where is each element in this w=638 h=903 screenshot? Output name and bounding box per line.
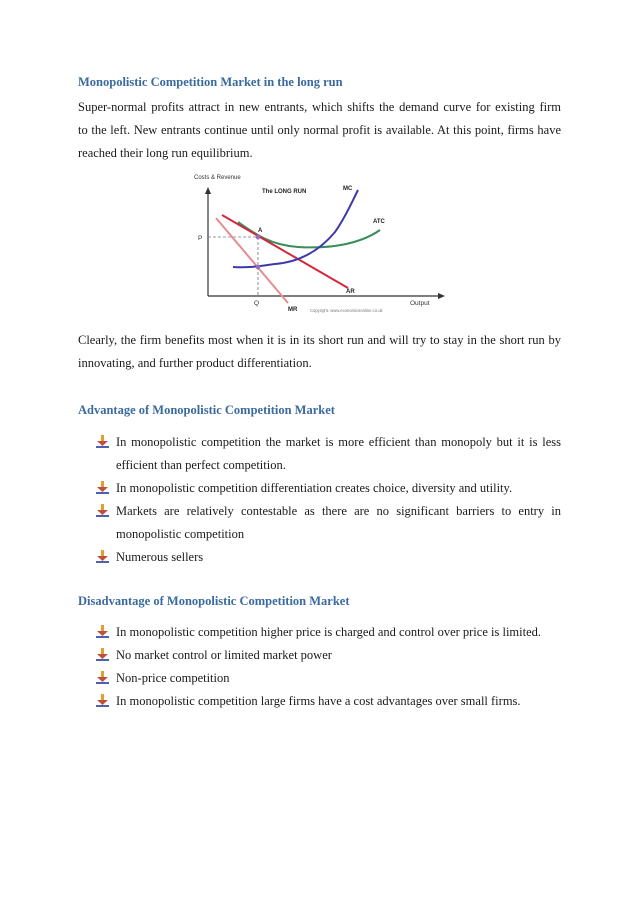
- bullet-arrow-icon: [96, 481, 109, 494]
- list-item: [96, 500, 561, 546]
- list-item: [96, 621, 561, 644]
- long-run-heading: Monopolistic Competition Market in the long run: [78, 75, 343, 89]
- y-axis-arrow: [205, 187, 211, 194]
- list-item: [96, 690, 561, 713]
- advantage-item-text: monopolistic competition: [116, 527, 245, 541]
- atc-label: ATC: [373, 219, 385, 225]
- advantage-item-text: In monopolistic competition differentiation creates choice, diversity and utility.: [116, 481, 513, 495]
- bullet-arrow-icon: [96, 671, 109, 684]
- paragraph-line: to the left. New entrants continue until only normal profit is available. At this point, firms have: [78, 123, 561, 137]
- advantage-heading: Advantage of Monopolistic Competition Market: [78, 403, 335, 417]
- long-run-chart: [180, 170, 450, 315]
- disadvantage-list: [96, 621, 561, 713]
- x-axis-arrow: [438, 293, 445, 299]
- point-a-label: A: [258, 228, 263, 234]
- mr-mc-intersection-marker: [256, 265, 261, 270]
- list-item: [96, 546, 561, 569]
- chart-title: The LONG RUN: [262, 189, 307, 195]
- bullet-arrow-icon: [96, 550, 109, 563]
- bullet-arrow-icon: [96, 648, 109, 661]
- bullet-arrow-icon: [96, 435, 109, 448]
- point-a-marker: [256, 235, 261, 240]
- bullet-arrow-icon: [96, 504, 109, 517]
- x-axis-label: Output: [410, 300, 430, 307]
- disadvantage-item-text: In monopolistic competition large firms have a cost advantages over small firms.: [116, 694, 521, 708]
- list-item: [96, 477, 561, 500]
- advantage-item-text: Markets are relatively contestable as there are no significant barriers to entry in: [116, 504, 561, 518]
- atc-curve: [238, 222, 380, 247]
- disadvantage-heading: Disadvantage of Monopolistic Competition Market: [78, 594, 350, 608]
- paragraph-line: Super-normal profits attract in new entrants, which shifts the demand curve for existing firm: [78, 100, 561, 114]
- advantage-item-text: Numerous sellers: [116, 550, 204, 564]
- ar-label: AR: [346, 289, 355, 295]
- bullet-arrow-icon: [96, 694, 109, 707]
- y-axis-label: Costs & Revenue: [194, 175, 241, 181]
- advantage-item-text: efficient than perfect competition.: [116, 458, 286, 472]
- disadvantage-item-text: In monopolistic competition higher price is charged and control over price is limited.: [116, 625, 542, 639]
- clearly-paragraph: [78, 329, 561, 375]
- ar-curve: [222, 215, 348, 288]
- paragraph-line: Clearly, the firm benefits most when it is in its short run and will try to stay in the short run by: [78, 333, 561, 347]
- mc-curve: [233, 190, 358, 267]
- mc-label: MC: [343, 186, 353, 192]
- bullet-arrow-icon: [96, 625, 109, 638]
- quantity-label: Q: [254, 300, 260, 307]
- list-item: [96, 431, 561, 477]
- mr-label: MR: [288, 307, 298, 313]
- price-label: P: [198, 235, 203, 242]
- paragraph-line: reached their long run equilibrium.: [78, 146, 253, 160]
- advantage-list: [96, 431, 561, 569]
- paragraph-line: innovating, and further product differentiation.: [78, 356, 312, 370]
- long-run-paragraph: [78, 96, 561, 165]
- list-item: [96, 644, 561, 667]
- disadvantage-item-text: No market control or limited market power: [116, 648, 332, 662]
- disadvantage-item-text: Non-price competition: [116, 671, 230, 685]
- list-item: [96, 667, 561, 690]
- advantage-item-text: In monopolistic competition the market is more efficient than monopoly but it is less: [116, 435, 561, 449]
- chart-copyright: Copyright: www.economicsonline.co.uk: [310, 308, 383, 313]
